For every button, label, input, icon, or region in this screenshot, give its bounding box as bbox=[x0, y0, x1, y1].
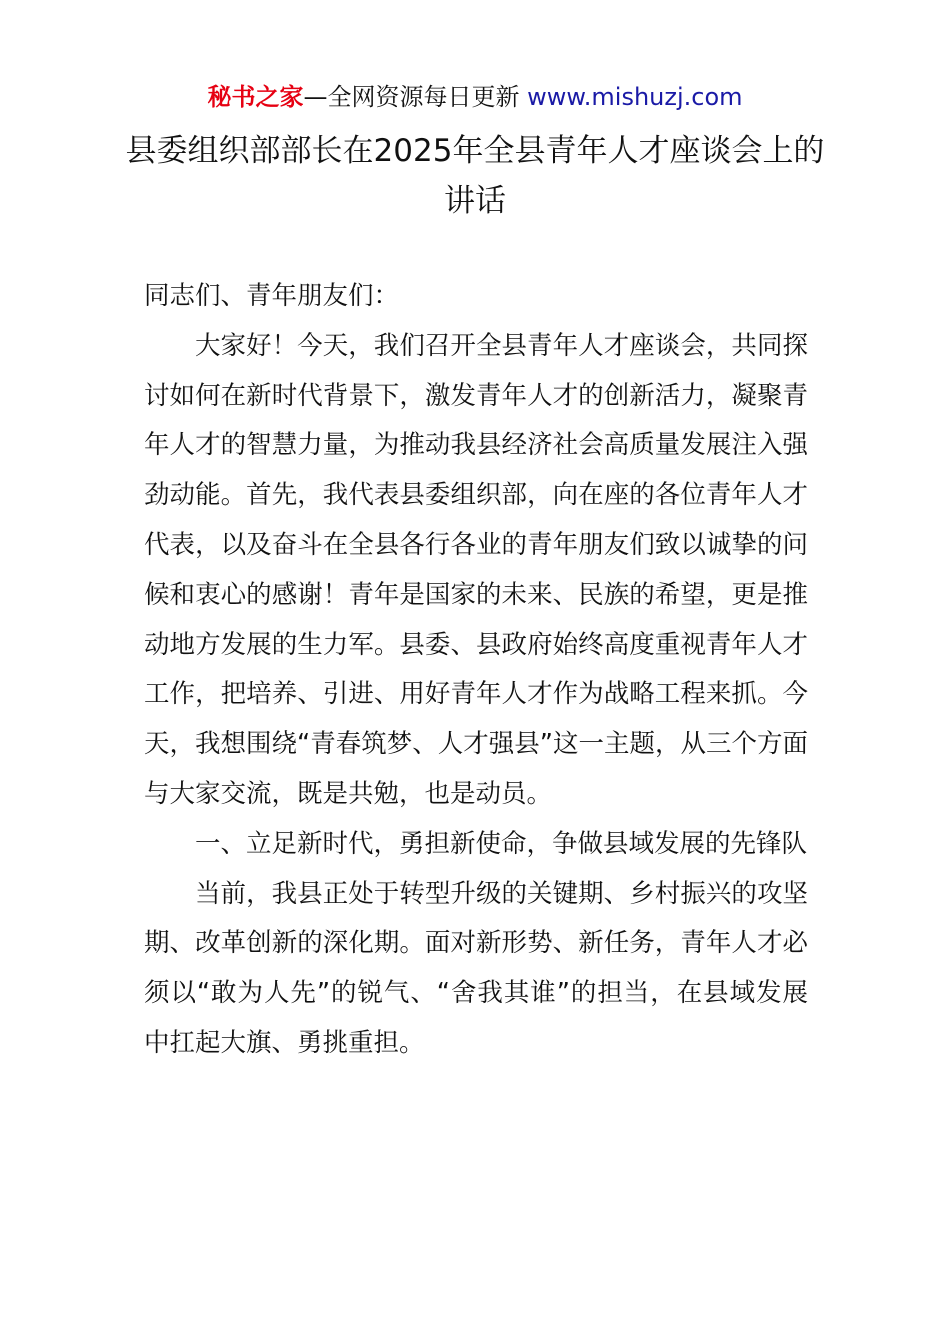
document-body bbox=[144, 272, 808, 1069]
site-header bbox=[0, 80, 950, 114]
section-heading: 一、立足新时代，勇担新使命，争做县域发展的先锋队 bbox=[195, 828, 808, 859]
paragraph: 大家好！今天，我们召开全县青年人才座谈会，共同探讨如何在新时代背景下，激发青年人才的创新活力，凝聚青年人才的智慧力量，为推动我县经济社会高质量发展注入强劲动能。首先，我代表县委组织部，向在座的各位青年人才代表，以及奋斗在全县各行各业的青年朋友们致以诚挚的问候和衷心的感谢！青年是国家的未来、民族的希望，更是推动地方发展的生力军。县委、县政府始终高度重视青年人才工作，把培养、引进、用好青年人才作为战略工程来抓。今天，我想围绕“青春筑梦、人才强县”这一主题，从三个方面与大家交流，既是共勉，也是动员。 bbox=[144, 330, 808, 809]
paragraph: 当前，我县正处于转型升级的关键期、乡村振兴的攻坚期、改革创新的深化期。面对新形势、新任务，青年人才必须以“敢为人先”的锐气、“舍我其谁”的担当，在县域发展中扛起大旗、勇挑重担。 bbox=[144, 878, 808, 1058]
site-url-link[interactable]: www.mishuzj.com bbox=[527, 83, 743, 111]
site-brand: 秘书之家 bbox=[207, 83, 304, 111]
salutation: 同志们、青年朋友们： bbox=[144, 281, 400, 311]
document-title: 县委组织部部长在2025年全县青年人才座谈会上的讲话 bbox=[125, 133, 825, 219]
site-tagline: —全网资源每日更新 bbox=[303, 83, 528, 111]
